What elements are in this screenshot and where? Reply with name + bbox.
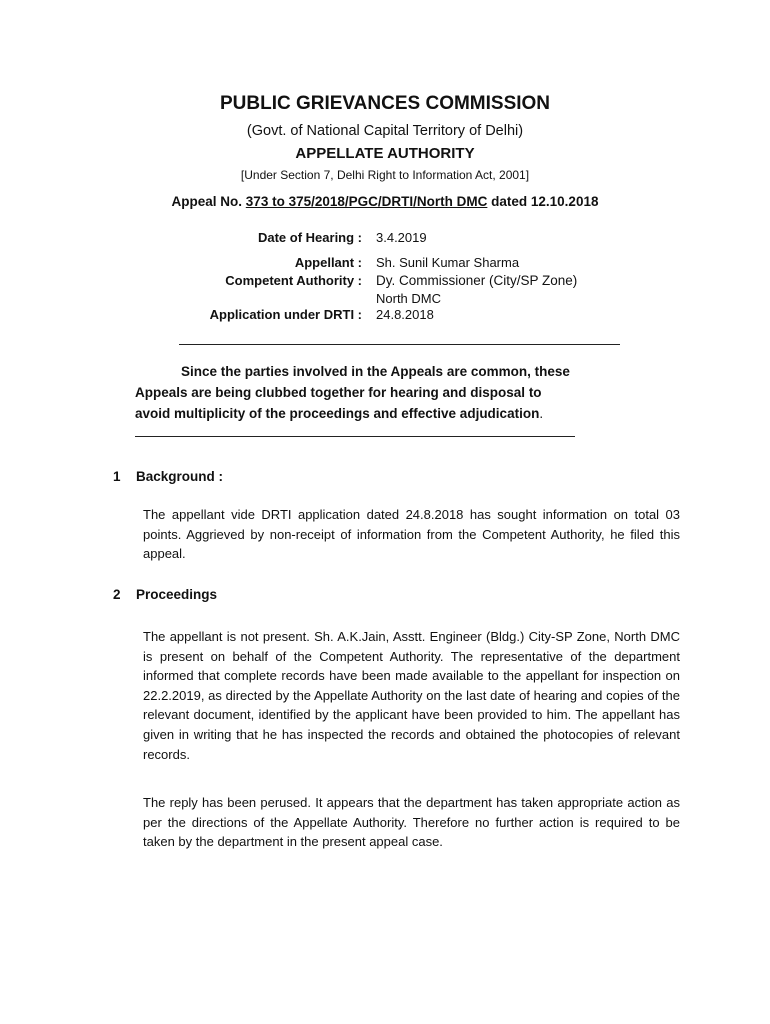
appeal-number: 373 to 375/2018/PGC/DRTI/North DMC [245,194,488,209]
document-subtitle: (Govt. of National Capital Territory of Delhi) [246,123,524,139]
divider-bottom [135,436,575,437]
document-title: PUBLIC GRIEVANCES COMMISSION [219,93,551,114]
appeal-line [0,194,770,209]
clubbing-notice [135,361,615,424]
appeal-prefix: Appeal No. [171,194,243,209]
competent-authority-label: Competent Authority : [225,273,362,288]
competent-authority-value: Dy. Commissioner (City/SP Zone) [376,273,578,288]
appellant-value: Sh. Sunil Kumar Sharma [376,255,520,270]
appellant-label: Appellant : [294,255,362,270]
authority-heading: APPELLATE AUTHORITY [295,145,475,162]
section-1-number: 1 [113,469,121,484]
hearing-label: Date of Hearing : [257,230,362,245]
application-value: 24.8.2018 [376,307,434,322]
proceedings-paragraph-1: The appellant is not present. Sh. A.K.Jain, Asstt. Engineer (Bldg.) City-SP Zone, North DMC is present on behalf of the Competent Authority. The representative of the department informed that complete records have been made available to the appellant for inspection on 22.2.2019, as directed by the Appellate Authority on the last date of hearing and copies of the relevant document, identified by the applicant have been provided to him. The appellant has given in writing that he has inspected the records and obtained the photocopies of relevant records. [143,629,680,762]
appeal-date: dated 12.10.2018 [491,194,599,209]
section-2-title: Proceedings [136,587,218,602]
notice-line-3 [135,403,615,424]
notice-line-2: Appeals are being clubbed together for hearing and disposal to [135,385,542,400]
hearing-value: 3.4.2019 [376,230,427,245]
notice-line-3-text: avoid multiplicity of the proceedings and effective adjudication [135,406,540,421]
proceedings-paragraph-2: The reply has been perused. It appears that the department has taken appropriate action as per the directions of the Appellate Authority. Therefore no further action is required to be taken by the department in the present appeal case. [143,795,680,850]
section-2-number: 2 [113,587,121,602]
application-label: Application under DRTI : [209,307,362,322]
section-1-title: Background : [136,469,224,484]
background-paragraph: The appellant vide DRTI application dated 24.8.2018 has sought information on total 03 points. Aggrieved by non-receipt of information from the Competent Authority, he filed this appeal. [143,507,680,562]
notice-line-3-end: . [539,406,544,421]
notice-line-1: Since the parties involved in the Appeals are common, these [181,364,570,379]
section-reference: [Under Section 7, Delhi Right to Information Act, 2001] [240,168,530,182]
competent-authority-value-2: North DMC [376,291,442,306]
divider-top [179,344,620,345]
